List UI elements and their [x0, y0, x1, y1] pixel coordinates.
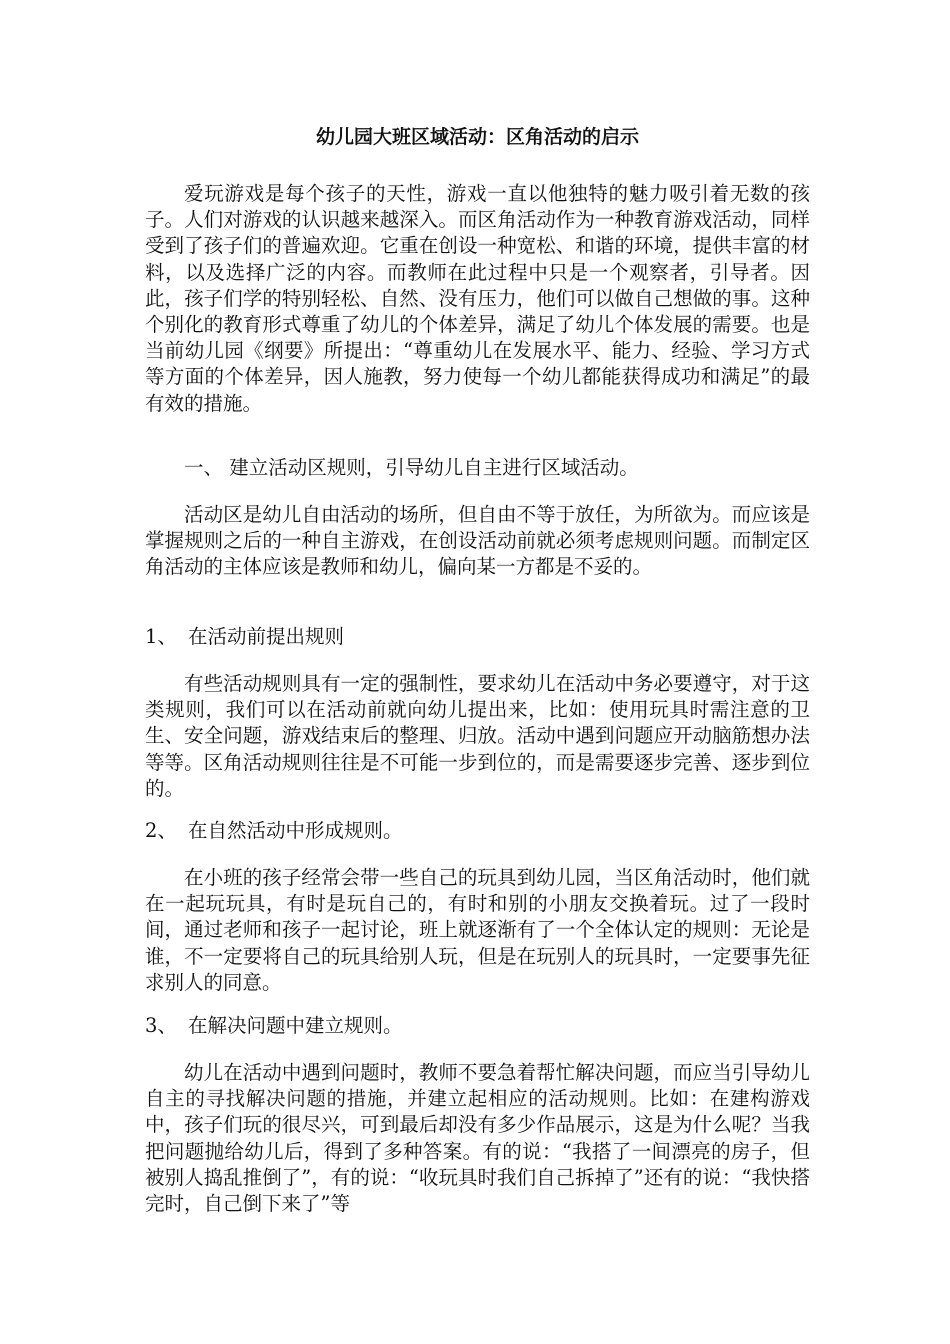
item-2-number: 2、: [145, 819, 177, 842]
item-3-number: 3、: [145, 1014, 177, 1037]
item-1-heading: [145, 624, 810, 650]
section-1-paragraph: 活动区是幼儿自由活动的场所，但自由不等于放任，为所欲为。而应该是掌握规则之后的一种自主游戏，在创设活动前就必须考虑规则问题。而制定区角活动的主体应该是教师和幼儿，偏向某一方都是不妥的。: [145, 503, 810, 579]
document-title: 幼儿园大班区域活动：区角活动的启示: [315, 126, 639, 148]
item-1-heading-text: 在活动前提出规则: [188, 625, 345, 648]
item-3-paragraph: 幼儿在活动中遇到问题时，教师不要急着帮忙解决问题，而应当引导幼儿自主的寻找解决问题的措施，并建立起相应的活动规则。比如：在建构游戏中，孩子们玩的很尽兴，可到最后却没有多少作品展示，这是为什么呢？当我把问题抛给幼儿后，得到了多种答案。有的说：“我搭了一间漂亮的房子，但被别人捣乱推倒了”，有的说：“收玩具时我们自己拆掉了”还有的说：“我快搭完时，自己倒下来了”等: [145, 1061, 810, 1216]
item-1-number: 1、: [145, 625, 177, 648]
section-1-heading: 一、 建立活动区规则，引导幼儿自主进行区域活动。: [184, 456, 639, 479]
item-2-heading-text: 在自然活动中形成规则。: [188, 819, 403, 842]
item-3-heading: [145, 1013, 810, 1039]
item-2-paragraph: 在小班的孩子经常会带一些自己的玩具到幼儿园，当区角活动时，他们就在一起玩玩具，有时是玩自己的，有时和别的小朋友交换着玩。过了一段时间，通过老师和孩子一起讨论，班上就逐渐有了一个全体认定的规则：无论是谁，不一定要将自己的玩具给别人玩，但是在玩别人的玩具时，一定要事先征求别人的同意。: [145, 866, 810, 994]
intro-paragraph: 爱玩游戏是每个孩子的天性，游戏一直以他独特的魅力吸引着无数的孩子。人们对游戏的认识越来越深入。而区角活动作为一种教育游戏活动，同样受到了孩子们的普遍欢迎。它重在创设一种宽松、和谐的环境，提供丰富的材料，以及选择广泛的内容。而教师在此过程中只是一个观察者，引导者。因此，孩子们学的特别轻松、自然、没有压力，他们可以做自己想做的事。这种个别化的教育形式尊重了幼儿的个体差异，满足了幼儿个体发展的需要。也是当前幼儿园《纲要》所提出：“尊重幼儿在发展水平、能力、经验、学习方式等方面的个体差异，因人施教，努力使每一个幼儿都能获得成功和满足”的最有效的措施。: [145, 182, 810, 415]
item-3-heading-text: 在解决问题中建立规则。: [188, 1014, 403, 1037]
item-1-paragraph: 有些活动规则具有一定的强制性，要求幼儿在活动中务必要遵守，对于这类规则，我们可以在活动前就向幼儿提出来，比如：使用玩具时需注意的卫生、安全问题，游戏结束后的整理、归放。活动中遇到问题应开动脑筋想办法等等。区角活动规则往往是不可能一步到位的，而是需要逐步完善、逐步到位的。: [145, 672, 810, 800]
item-2-heading: [145, 818, 810, 844]
